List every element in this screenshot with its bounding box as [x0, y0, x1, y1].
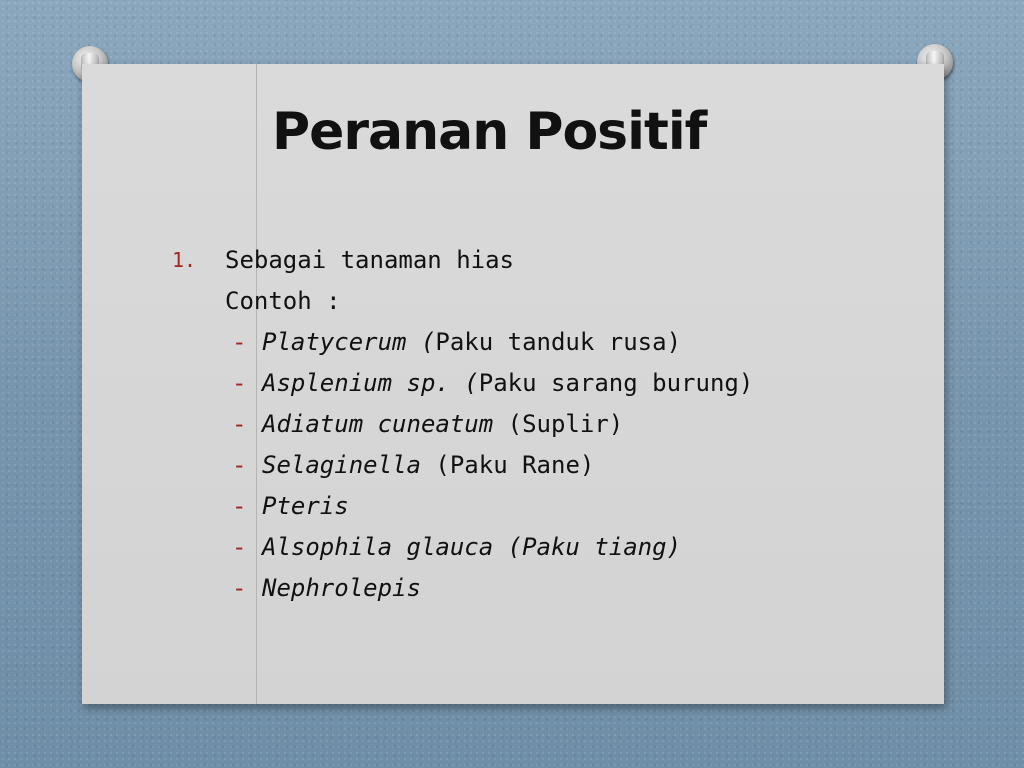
- dash-bullet: -: [232, 574, 247, 602]
- example-item: [172, 363, 872, 404]
- dash-bullet: -: [232, 492, 247, 520]
- example-text: [262, 486, 349, 527]
- dash-bullet: -: [232, 410, 247, 438]
- example-item: [172, 445, 872, 486]
- example-common-name: Paku tanduk rusa): [435, 328, 682, 356]
- example-text: [262, 322, 681, 363]
- example-scientific-name: Nephrolepis: [262, 574, 421, 602]
- dash-bullet: -: [232, 369, 247, 397]
- list-item-text: Sebagai tanaman hias: [225, 246, 514, 274]
- example-item: [172, 486, 872, 527]
- example-scientific-name: Pteris: [262, 492, 349, 520]
- dash-bullet: -: [232, 451, 247, 479]
- example-item: [172, 322, 872, 363]
- example-scientific-name: Adiatum cuneatum: [262, 410, 494, 438]
- example-scientific-name: Selaginella: [262, 451, 421, 479]
- list-number: 1.: [172, 248, 197, 272]
- example-text: [262, 363, 753, 404]
- example-common-name: (Paku Rane): [420, 451, 595, 479]
- example-label: Contoh :: [225, 287, 341, 315]
- example-text: [262, 568, 421, 609]
- example-label-row: [172, 281, 872, 322]
- example-text: [262, 445, 594, 486]
- example-text: [262, 527, 681, 568]
- example-scientific-name: Platycerum (: [262, 328, 436, 356]
- list-item-1: [172, 240, 872, 281]
- example-scientific-name: Asplenium sp. (: [262, 369, 479, 397]
- dash-bullet: -: [232, 533, 247, 561]
- example-item: [172, 568, 872, 609]
- slide-title: Peranan Positif: [272, 102, 707, 162]
- slide-content: [172, 240, 872, 609]
- dash-bullet: -: [232, 328, 247, 356]
- example-common-name: (Suplir): [493, 410, 624, 438]
- example-item: [172, 404, 872, 445]
- example-text: [262, 404, 623, 445]
- example-scientific-name: Alsophila glauca (Paku tiang): [262, 533, 682, 561]
- example-item: [172, 527, 872, 568]
- example-common-name: Paku sarang burung): [478, 369, 754, 397]
